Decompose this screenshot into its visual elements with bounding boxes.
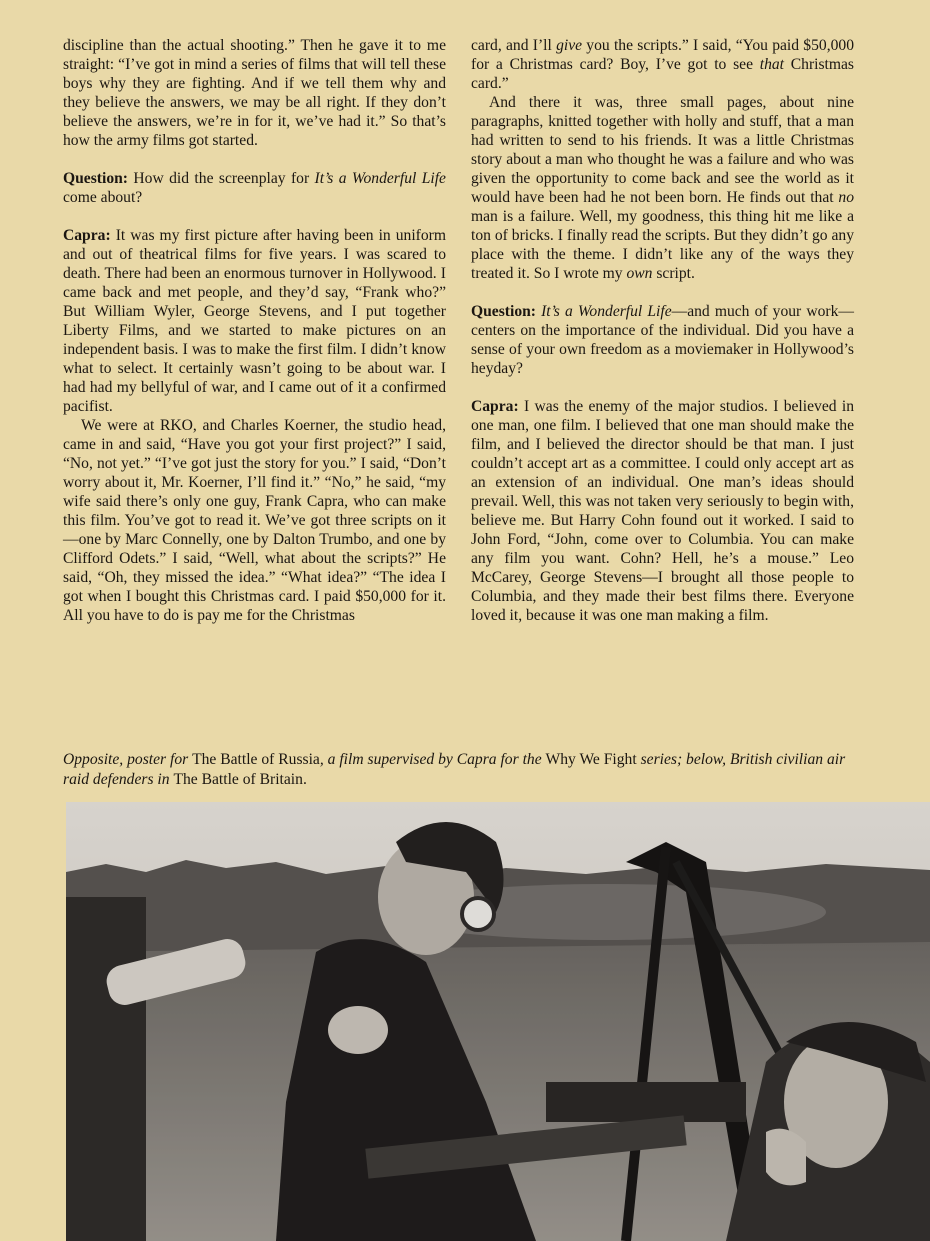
text-run: card, and I’ll xyxy=(471,37,557,54)
left-column xyxy=(63,36,446,625)
italic-text: give xyxy=(556,37,583,54)
text-run: —and much of your work—centers on the importance of the individual. Did you have a sense of your own freedom as a moviemaker in Hollywood’s heyday? xyxy=(471,303,854,377)
paragraph xyxy=(63,169,446,207)
italic-text: It’s a Wonderful Life xyxy=(541,303,672,320)
text-run: discipline than the actual shooting.” Then he gave it to me straight: “I’ve got in mind a series of films that will tell these boys why they are fighting. And if we tell them why and they believe the answers, we may be all right. If they don’t believe the answers, we’re in for it, we’ve had it.” So that’s how the army films got started. xyxy=(63,37,446,149)
text-run: And there it was, three small pages, about nine paragraphs, knitted together with holly and stuff, that a man had written to send to his friends. It was a little Christmas story about a man who thought he was a failure and who was given the opportunity to come back and see the world as it would have been had he not been born. He finds out that xyxy=(471,94,854,206)
paragraph xyxy=(471,397,854,625)
paragraph xyxy=(471,36,854,93)
right-column xyxy=(471,36,854,625)
speaker-label: Capra: xyxy=(471,398,519,415)
text-run: come about? xyxy=(63,189,143,206)
caption-title: The Battle of Britain xyxy=(173,771,303,788)
caption-title: Why We Fight xyxy=(545,751,637,768)
italic-text: own xyxy=(626,265,653,282)
text-run: We were at RKO, and Charles Koerner, the studio head, came in and said, “Have you got your first project?” I said, “No, not yet.” “I’ve got just the story for you.” I said, “Don’t worry about it, Mr. Koerner, I’ll find it.” “No,” he said, “my wife said there’s only one guy, Frank Capra, who can make this film. You’ve got to read it. We’ve got three scripts on it—one by Marc Connelly, one by Dalton Trumbo, and one by Clifford Odets.” I said, “Well, what about the scripts?” He said, “Oh, they missed the idea.” “What idea?” “The idea I got when I bought this Christmas card. I paid $50,000 for it. All you have to do is pay me for the Christmas xyxy=(63,417,446,624)
caption-text: Opposite, poster for xyxy=(63,751,193,768)
text-run: you the scripts.” I said, “You paid $50,000 for a Christmas card? Boy, I’ve got to see xyxy=(471,37,854,73)
caption-text: , a film supervised by Capra for the xyxy=(319,751,546,768)
text-run: How did the screenplay for xyxy=(127,170,315,187)
text-run: script. xyxy=(652,265,695,282)
paragraph xyxy=(63,36,446,150)
italic-text: that xyxy=(759,56,784,73)
italic-text: It’s a Wonderful Life xyxy=(314,170,446,187)
paragraph xyxy=(471,93,854,283)
text-run: It was my first picture after having been in uniform and out of theatrical films for five years. I was scared to death. There had been an enormous turnover in Hollywood. I came back and met people, and they’d say, “Frank who?” But William Wyler, George Stevens, and I put together Liberty Films, and we started to make pictures on an independent basis. I was to make the first film. I didn’t know what to select. It certainly wasn’t going to be about war. I had had my bellyful of war, and I came out of it a confirmed pacifist. xyxy=(63,227,446,415)
paragraph xyxy=(471,302,854,378)
text-run: man is a failure. Well, my goodness, this thing hit me like a ton of bricks. I finally read the scripts. But they didn’t go any place with the theme. I didn’t like any of the ways they treated it. So I wrote my xyxy=(471,208,854,282)
caption-text: series; below, British civilian air raid defenders in xyxy=(63,751,846,788)
speaker-label: Question: xyxy=(63,170,128,187)
photo-caption xyxy=(63,750,863,790)
caption-title: . xyxy=(302,771,307,788)
text-run: Christmas card.” xyxy=(471,56,854,92)
text-run: I was the enemy of the major studios. I believed in one man, one film. I believed that one man should make the film, and I believed the director should be that man. I just couldn’t accept art as a committee. I could only accept art as an extension of an individual. One man’s ideas should prevail. Well, this was not taken very seriously to begin with, believe me. But Harry Cohn found out it worked. I said to John Ford, “John, come over to Columbia. You can make any film you want. Cohn? Hell, he’s a mouse.” Leo McCarey, George Stevens—I brought all those people to Columbia, and they made their best films there. Everyone loved it, because it was one man making a film. xyxy=(471,398,854,624)
caption-title: The Battle of Russia xyxy=(192,751,320,768)
battle-of-britain-photo xyxy=(66,802,930,1241)
italic-text: no xyxy=(838,189,854,206)
speaker-label: Question: xyxy=(471,303,536,320)
paragraph xyxy=(63,226,446,416)
speaker-label: Capra: xyxy=(63,227,111,244)
paragraph xyxy=(63,416,446,625)
